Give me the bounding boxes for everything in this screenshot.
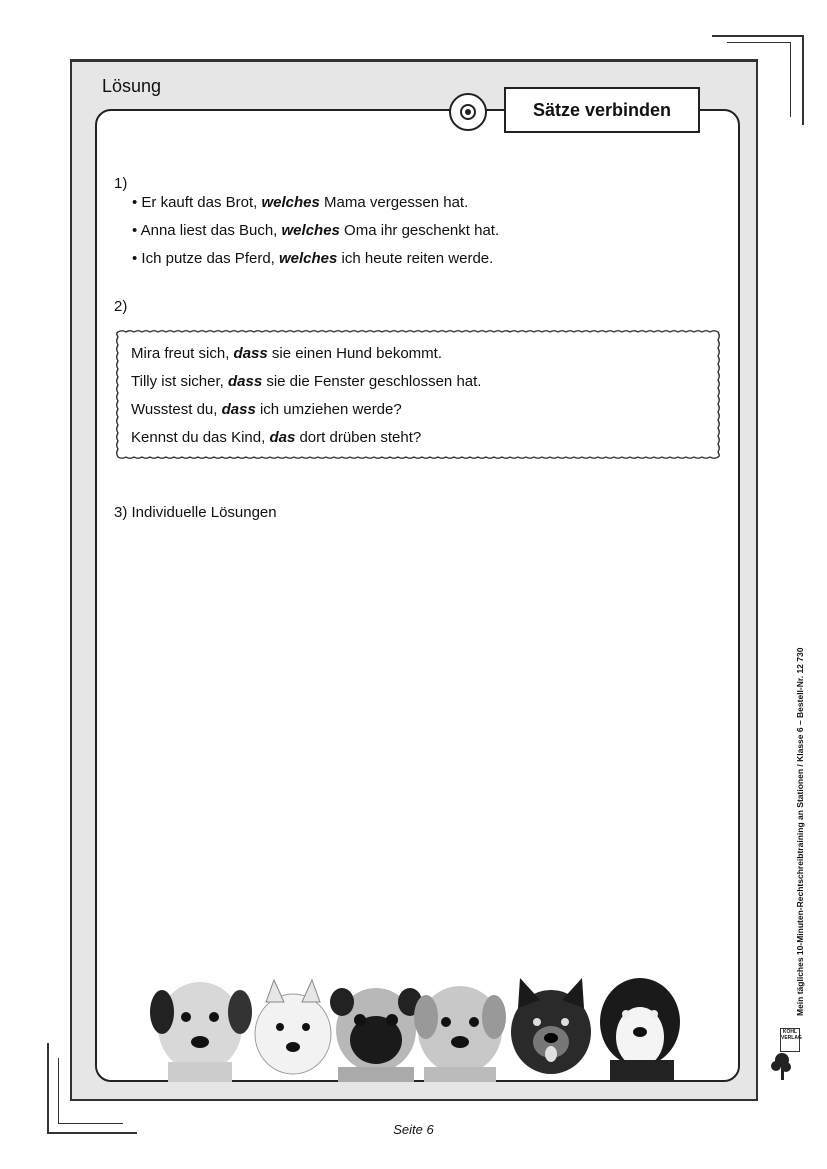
- sentence-post: sie die Fenster geschlossen hat.: [262, 373, 482, 390]
- task1-sentence: [132, 194, 468, 211]
- task2-number: 2): [114, 298, 128, 315]
- task1-number: 1): [114, 175, 128, 192]
- sentence-pre: Kennst du das Kind,: [131, 429, 270, 446]
- page-title: Sätze verbinden: [504, 87, 700, 133]
- sentence-pre: Tilly ist sicher,: [131, 373, 228, 390]
- sentence-pre: • Ich putze das Pferd,: [132, 250, 279, 267]
- task2-sentence: [131, 345, 442, 362]
- dog-3-image: [330, 988, 422, 1082]
- sentence-post: Mama vergessen hat.: [319, 194, 469, 211]
- dog-2-image: [255, 980, 331, 1074]
- page-number: Seite 6: [393, 1122, 434, 1137]
- relative-pronoun: welches: [261, 194, 320, 211]
- sentence-post: dort drüben steht?: [295, 429, 422, 446]
- sentence-pre: • Er kauft das Brot,: [132, 194, 262, 211]
- task1-sentence: [132, 222, 499, 239]
- sentence-pre: • Anna liest das Buch,: [132, 222, 282, 239]
- corner-line-top-h1: [712, 35, 804, 37]
- conjunction: dass: [227, 373, 263, 390]
- corner-line-bottom-v1: [47, 1043, 49, 1133]
- task2-sentence: [131, 429, 421, 446]
- task2-sentence: [131, 373, 481, 390]
- side-imprint: Mein tägliches 10-Minuten-Rechtschreibtraining an Stationen / Klasse 6 – Bestell-Nr. 12 730: [795, 647, 805, 1016]
- dog-6-image: [600, 978, 680, 1082]
- dogs-illustration: [148, 972, 688, 1082]
- dog-1-image: [150, 982, 252, 1082]
- sentence-pre: Mira freut sich,: [131, 345, 234, 362]
- corner-line-bottom-v2: [58, 1058, 59, 1123]
- relative-pronoun: welches: [279, 250, 338, 267]
- target-dot: [465, 109, 471, 115]
- conjunction: dass: [233, 345, 268, 362]
- relative-pronoun: welches: [281, 222, 340, 239]
- relative-pronoun: das: [269, 429, 296, 446]
- sentence-post: Oma ihr geschenkt hat.: [339, 222, 500, 239]
- publisher-logo: KOHL VERLAG: [780, 1028, 800, 1052]
- dog-4-image: [414, 986, 506, 1082]
- title-connector: [487, 109, 504, 111]
- corner-line-top-v1: [802, 35, 804, 125]
- corner-line-top-h2: [727, 42, 791, 43]
- task1-sentence: [132, 250, 493, 267]
- task3-text: 3) Individuelle Lösungen: [114, 504, 277, 521]
- sentence-pre: Wusstest du,: [131, 401, 222, 418]
- section-label: Lösung: [102, 76, 162, 96]
- corner-line-top-v2: [790, 42, 791, 117]
- conjunction: dass: [221, 401, 256, 418]
- tree-icon: [770, 1050, 800, 1082]
- sentence-post: ich heute reiten werde.: [337, 250, 494, 267]
- sentence-post: ich umziehen werde?: [255, 401, 402, 418]
- target-icon: [449, 93, 487, 131]
- dog-5-image: [511, 978, 591, 1074]
- sentence-post: sie einen Hund bekommt.: [267, 345, 442, 362]
- task2-sentence: [131, 401, 402, 418]
